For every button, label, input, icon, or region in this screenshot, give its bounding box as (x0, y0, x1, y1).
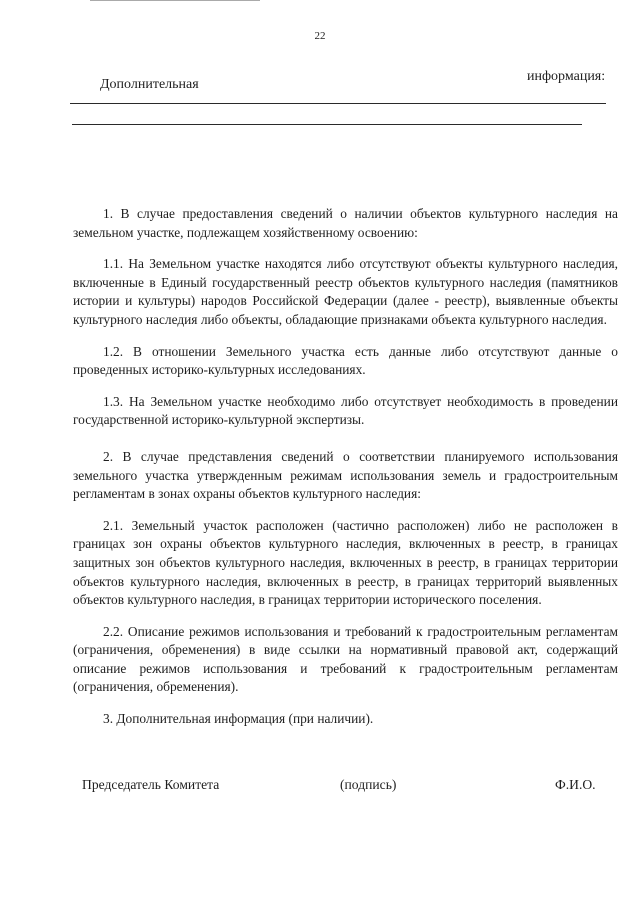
header-label-right: информация: (527, 69, 606, 84)
scan-edge-line (90, 0, 260, 1)
paragraph-1-1: 1.1. На Земельном участке находятся либо отсутствуют объекты культурного наследия, включенные в Единый государственный реестр объектов культурного наследия (памятников истории и культуры) народов Российской Федерации (далее - реестр), выявленные объекты культурного наследия либо объекты, обладающие признаками объекта культурного наследия. (73, 256, 618, 327)
paragraph-2: 2. В случае представления сведений о соответствии планируемого использования земельного участка утвержденным режимам использования земель и градостроительным регламентам в зонах охраны объектов культурного наследия: (73, 448, 618, 502)
signature-name: Ф.И.О. (555, 777, 596, 792)
paragraph-2-2: 2.2. Описание режимов использования и требований к градостроительным регламентам (ограничения, обременения) в виде ссылки на нормативный правовой акт, содержащий описание режимов использования и требований к градостроительным регламентам (ограничения, обременения). (73, 623, 618, 695)
paragraph-1-2: 1.2. В отношении Земельного участка есть данные либо отсутствуют данные о проведенных историко-культурных исследованиях. (73, 343, 618, 378)
blank-line-2 (72, 124, 582, 125)
paragraph-3: 3. Дополнительная информация (при наличии). (103, 711, 374, 727)
document-body (73, 205, 618, 742)
blank-line-1 (70, 103, 606, 104)
paragraph-1: 1. В случае предоставления сведений о наличии объектов культурного наследия на земельном участке, подлежащем хозяйственному освоению: (73, 206, 618, 240)
signature-placeholder: (подпись) (340, 777, 397, 792)
page-number: 22 (314, 30, 326, 42)
paragraph-1-3: 1.3. На Земельном участке необходимо либо отсутствует необходимость в проведении государственной историко-культурной экспертизы. (73, 393, 618, 428)
header-label-left: Дополнительная (100, 77, 199, 92)
paragraph-2-1: 2.1. Земельный участок расположен (частично расположен) либо не расположен в границах зон охраны объектов культурного наследия, включенных в реестр, в границах защитных зон объектов культурного наследия, включенных в реестр, в границах территории объектов культурного наследия, включенных в реестр, в границах территорий выявленных объектов культурного наследия, в границах территории исторического поселения. (73, 517, 618, 608)
signature-position: Председатель Комитета (82, 777, 220, 792)
